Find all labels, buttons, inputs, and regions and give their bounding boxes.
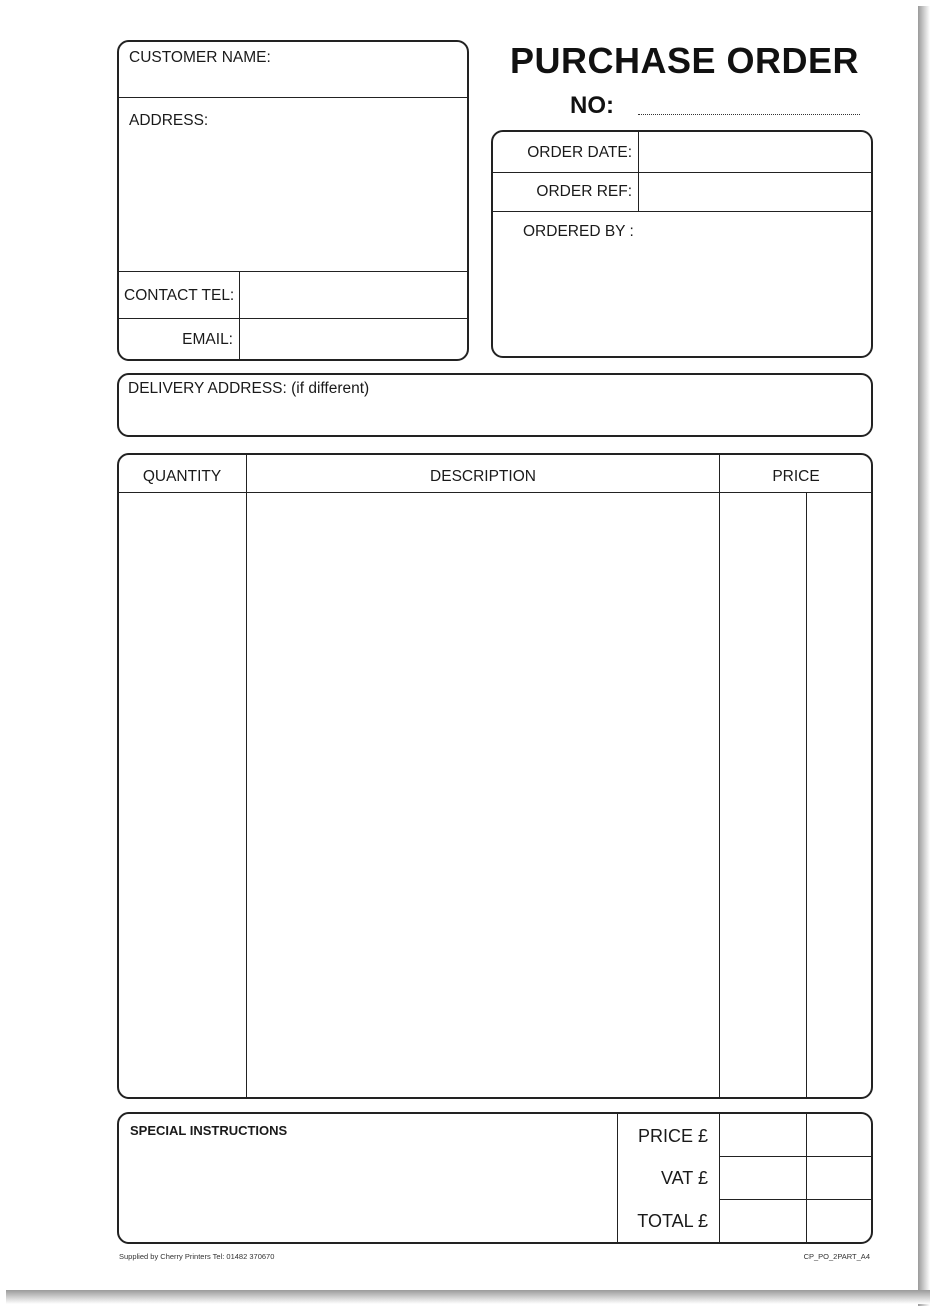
vat-row-divider bbox=[719, 1199, 872, 1200]
order-date-divider bbox=[492, 172, 872, 173]
delivery-address-label: DELIVERY ADDRESS: (if different) bbox=[128, 380, 370, 397]
totals-value-divider bbox=[719, 1113, 720, 1243]
customer-name-label: CUSTOMER NAME: bbox=[129, 49, 271, 66]
description-column-divider bbox=[719, 454, 720, 1098]
special-instructions-label: SPECIAL INSTRUCTIONS bbox=[130, 1123, 288, 1138]
price-total-field[interactable] bbox=[722, 1115, 870, 1154]
special-instructions-field[interactable] bbox=[122, 1142, 614, 1240]
quantity-column-divider bbox=[246, 454, 247, 1098]
address-divider bbox=[118, 271, 468, 272]
page-title: PURCHASE ORDER bbox=[510, 40, 860, 81]
email-field[interactable] bbox=[242, 321, 464, 357]
contact-tel-label: CONTACT TEL: bbox=[124, 287, 235, 304]
price-header: PRICE bbox=[772, 468, 820, 485]
order-ref-field[interactable] bbox=[641, 174, 869, 209]
address-label: ADDRESS: bbox=[129, 112, 209, 129]
order-column-divider bbox=[638, 131, 639, 211]
vat-label: VAT £ bbox=[660, 1168, 708, 1188]
delivery-address-field[interactable] bbox=[122, 400, 868, 432]
address-field[interactable] bbox=[122, 135, 464, 267]
email-label: EMAIL: bbox=[182, 331, 233, 348]
customer-name-divider bbox=[118, 97, 468, 98]
description-header: DESCRIPTION bbox=[430, 468, 536, 485]
price-row-divider bbox=[719, 1156, 872, 1157]
ordered-by-label: ORDERED BY : bbox=[523, 223, 634, 240]
order-ref-label: ORDER REF: bbox=[536, 183, 632, 200]
quantity-header: QUANTITY bbox=[142, 468, 222, 485]
contact-column-divider bbox=[239, 271, 240, 360]
page-shadow-bottom bbox=[6, 1290, 930, 1304]
supplier-footer: Supplied by Cherry Printers Tel: 01482 370670 bbox=[119, 1252, 275, 1261]
description-column-field[interactable] bbox=[249, 495, 717, 1095]
customer-name-field[interactable] bbox=[275, 44, 463, 94]
totals-label-divider bbox=[617, 1113, 618, 1243]
order-date-field[interactable] bbox=[641, 133, 869, 170]
total-price-label: PRICE £ bbox=[637, 1126, 708, 1146]
order-ref-divider bbox=[492, 211, 872, 212]
contact-tel-field[interactable] bbox=[242, 274, 464, 316]
grand-total-label: TOTAL £ bbox=[637, 1211, 708, 1231]
order-date-label: ORDER DATE: bbox=[527, 144, 632, 161]
contact-divider bbox=[118, 318, 468, 319]
vat-total-field[interactable] bbox=[722, 1158, 870, 1197]
quantity-column-field[interactable] bbox=[120, 495, 244, 1095]
items-header-divider bbox=[118, 492, 872, 493]
page-shadow-right bbox=[918, 6, 930, 1306]
form-code: CP_PO_2PART_A4 bbox=[803, 1252, 870, 1261]
ordered-by-field[interactable] bbox=[496, 244, 868, 352]
price-column-field[interactable] bbox=[722, 495, 870, 1095]
grand-total-field[interactable] bbox=[722, 1201, 870, 1241]
order-number-label: NO: bbox=[570, 92, 614, 119]
order-number-field[interactable] bbox=[638, 114, 860, 115]
